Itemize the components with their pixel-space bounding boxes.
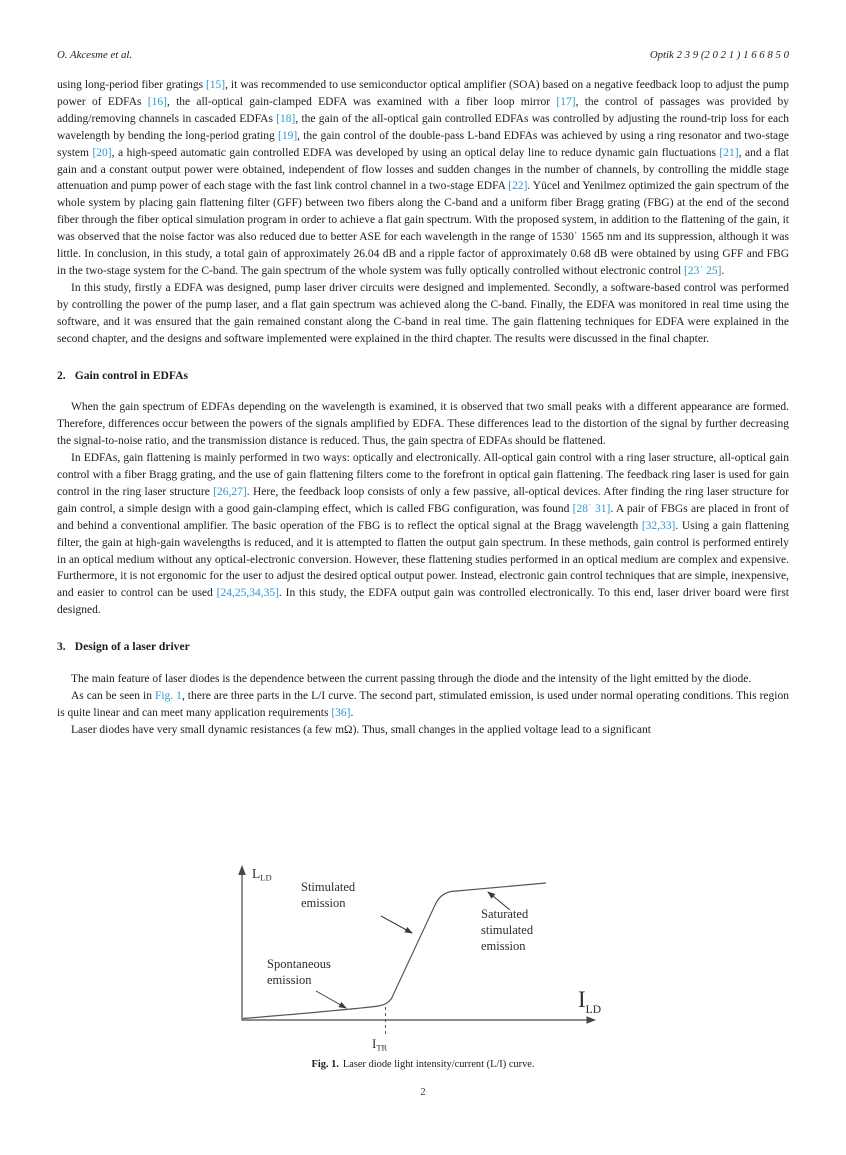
section-heading <box>57 368 789 385</box>
paragraph <box>57 399 789 450</box>
citation-link[interactable]: [36] <box>331 706 351 719</box>
section-title: Design of a laser driver <box>74 640 190 654</box>
page-number: 2 <box>420 1087 426 1098</box>
page-header <box>57 49 789 61</box>
citation-link[interactable]: [23ˈ 25] <box>684 264 722 277</box>
section-heading <box>57 639 789 656</box>
header-author: O. Akcesme et al. <box>57 49 133 61</box>
header-journal: Optik 2 3 9 (2 0 2 1 ) 1 6 6 8 5 0 <box>649 49 789 61</box>
saturated-emission-label-line2: stimulated <box>481 923 534 937</box>
y-axis-arrow-icon <box>238 865 246 875</box>
citation-link[interactable]: [19] <box>277 129 298 142</box>
text-run: using long-period fiber gratings <box>57 79 206 91</box>
x-axis-arrow-icon <box>587 1016 597 1024</box>
citation-link[interactable]: [32,33] <box>641 519 676 532</box>
paragraph <box>57 450 789 619</box>
citation-link[interactable]: [15] <box>205 79 226 91</box>
citation-link[interactable]: [26,27] <box>213 485 247 498</box>
citation-link[interactable]: [20] <box>92 146 112 159</box>
paragraph <box>57 280 789 348</box>
x-axis-label: $I_{LD}$ <box>578 987 602 1016</box>
text-run: . Yücel and Yenilmez optimized the gain spectrum of the whole system by placing gain flattening filter (GFF) between two fibers along the C-band and a uniform fiber Bragg grating (FBG) at the end of the second fiber through the fiber optical simulation program in order to achieve a flat gain spectrum. With the proposed system, in addition to the flattening of the gain, it was observed that the noise factor was also reduced due to better ASE for each wavelength in the range of 1530ˈ 1565 nm and its suppression, although it was little. In conclusion, in this study, a total gain of approximately 26.04 dB and a ripple factor of approximately 0.68 dB were obtained by using GFF and FBG in the two-stage system for the C-band. The gain spectrum of the whole system was fully optically controlled without electronic control <box>57 180 789 277</box>
saturated-emission-label: Saturated <box>481 907 529 921</box>
li-curve-figure <box>228 860 628 1055</box>
text-run: . Here, the feedback loop consists of only a few passive, all-optical devices. After finding the ring laser structure for gain control, a simple design with a good gain-clamping effect, which is called FBG configuration, was found <box>57 485 789 515</box>
figure-caption-text: Laser diode light intensity/current (L/I) curve. <box>342 1059 535 1070</box>
text-run: , the control of passages was provided by adding/removing channels in cascaded EDFAs <box>57 95 789 125</box>
paragraph <box>57 671 789 688</box>
text-run: , there are three parts in the L/I curve. The second part, stimulated emission, is used under normal operating conditions. This region is quite linear and can meet many application requirements <box>57 690 789 719</box>
text-run: . A pair of FBGs are placed in front of and behind a conventional amplifier. The basic operation of the FBG is to reflect the optical signal at the Bragg wavelength <box>57 502 789 532</box>
citation-link[interactable]: [18] <box>276 112 296 125</box>
text-run: , it was recommended to use semiconductor optical amplifier (SOA) based on a negative feedback loop to adjust the pump power of EDFAs <box>57 79 789 108</box>
text-run: The main feature of laser diodes is the dependence between the current passing through the diode and the intensity of the light emitted by the diode. <box>71 673 752 686</box>
text-run: When the gain spectrum of EDFAs depending on the wavelength is examined, it is observed that two small peaks with a different appearance are formed. Therefore, differences occur between the powers of the signals amplified by EDFA. These differences lead to the distortion of the signal by further decreasing the signal-to-noise ratio, and the transmission distance is reduced. Thus, the gain spectra of EDFAs should be flattened. <box>57 401 789 448</box>
text-run: . <box>721 264 725 277</box>
threshold-label: ITR <box>372 1036 388 1053</box>
stimulated-emission-label-line2: emission <box>301 896 346 910</box>
stimulated-arrow-icon <box>381 916 412 933</box>
paragraph <box>57 722 789 739</box>
text-run: As can be seen in <box>71 690 155 702</box>
text-run: , a high-speed automatic gain controlled EDFA was developed by using an optical delay line to reduce dynamic gain fluctuations <box>111 146 720 159</box>
text-run: . Using a gain flattening filter, the gain at high-gain wavelengths is reduced, and it is attempted to flatten the output gain spectrum. In these methods, gain control is performed entirely in an optical medium without any optical-electronic conversion. However, these flattening studies performed in an optical medium are complex and expensive. Furthermore, it is not ergonomic for the user to adjust the desired optical output power. Instead, electronic gain control techniques that are simple, inexpensive, and easier to control can be used <box>57 519 789 600</box>
citation-link[interactable]: [16] <box>147 95 167 108</box>
section-number: 3. <box>57 640 66 654</box>
citation-link[interactable]: [24,25,34,35] <box>216 587 279 600</box>
text-run: In EDFAs, gain flattening is mainly performed in two ways: optically and electronically. All-optical gain control with a ring laser structure, all-optical gain control with a fiber Bragg grating, and the use of gain flattening filters come to the forefront in optical gain flattening. The feedback ring laser is used for gain control in the ring laser structure <box>57 452 789 498</box>
spontaneous-arrow-icon <box>316 991 346 1008</box>
citation-link[interactable]: [28ˈ 31] <box>572 502 611 515</box>
citation-link[interactable]: [17] <box>556 95 576 108</box>
text-run: . <box>350 706 354 719</box>
citation-link[interactable]: [21] <box>719 146 739 159</box>
figure-caption-label: Fig. 1. <box>311 1059 339 1070</box>
article-body <box>57 77 789 739</box>
text-run: , the all-optical gain-clamped EDFA was examined with a fiber loop mirror <box>166 95 557 108</box>
y-axis-label: LLD <box>252 866 272 883</box>
text-run: In this study, firstly a EDFA was designed, pump laser driver circuits were designed and implemented. Secondly, a software-based control was performed by controlling the power of the pump laser, and a flat gain spectrum was achieved along the C-band. Finally, the EDFA was monitored in real time using the software, and it was ensured that the gain remained constant along the C-band in real time. The gain flattening techniques for EDFA were explained in the second chapter, and the designs and software implemented were explained in the third chapter. The results were discussed in the final chapter. <box>57 281 789 345</box>
paragraph <box>57 688 789 722</box>
citation-link[interactable]: [22] <box>508 180 528 193</box>
text-run: , and a flat gain and a constant output power were obtained, independent of flow losses and sudden changes in the number of channels, by controlling the middle stage attenuation and pump power of each stage with the fast link control channel in a two-stage EDFA <box>57 146 789 193</box>
text-run: . In this study, the EDFA output gain was controlled electronically. To this end, laser driver board were first designed. <box>57 587 789 617</box>
spontaneous-emission-label: Spontaneous <box>267 957 331 971</box>
text-run: , the gain of the all-optical gain controlled EDFAs was controlled by adjusting the round-trip loss for each wavelength by bending the long-period grating <box>57 112 789 142</box>
saturated-emission-label-line3: emission <box>481 939 526 953</box>
figure-caption <box>0 1059 846 1070</box>
figure-link[interactable]: Fig. 1 <box>154 690 182 702</box>
stimulated-emission-label: Stimulated <box>301 880 356 894</box>
section-title: Gain control in EDFAs <box>74 368 188 382</box>
text-run: , the gain control of the double-pass L-band EDFAs was achieved by using a ring resonator and two-stage system <box>57 129 789 159</box>
figure-1 <box>228 860 628 1055</box>
section-number: 2. <box>57 368 66 382</box>
spontaneous-emission-label-line2: emission <box>267 973 312 987</box>
text-run: Laser diodes have very small dynamic resistances (a few mΩ). Thus, small changes in the applied voltage lead to a significant <box>71 723 651 736</box>
paragraph <box>57 77 789 280</box>
